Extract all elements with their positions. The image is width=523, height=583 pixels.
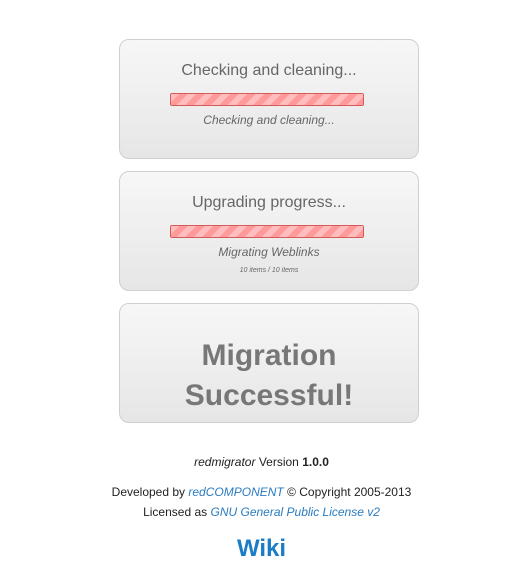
upgrading-title: Upgrading progress... <box>192 194 346 211</box>
checking-status-text: Checking and cleaning... <box>203 113 335 127</box>
upgrading-panel <box>119 171 419 291</box>
success-line-2: Successful! <box>184 379 354 412</box>
upgrading-item-count: 10 items / 10 items <box>239 267 299 274</box>
upgrading-progress-fill <box>171 226 363 237</box>
license-info <box>0 505 523 519</box>
licensed-as-label: Licensed as <box>143 505 208 519</box>
redcomponent-link[interactable]: redCOMPONENT <box>188 485 284 499</box>
product-name: redmigrator <box>194 455 256 469</box>
version-info <box>0 455 523 469</box>
copyright-text: © Copyright 2005-2013 <box>287 485 412 499</box>
version-number: 1.0.0 <box>302 455 329 469</box>
developed-by-label: Developed by <box>111 485 186 499</box>
success-panel <box>119 303 419 423</box>
gpl-license-link[interactable]: GNU General Public License v2 <box>210 505 380 519</box>
checking-progress-fill <box>171 94 363 105</box>
success-line-1: Migration <box>201 339 337 372</box>
checking-title: Checking and cleaning... <box>181 62 357 79</box>
wiki-link[interactable]: Wiki <box>236 535 287 562</box>
upgrading-status-text: Migrating Weblinks <box>218 245 320 259</box>
upgrading-progress-bar <box>170 225 364 238</box>
success-message <box>120 336 418 416</box>
checking-panel <box>119 39 419 159</box>
checking-progress-bar <box>170 93 364 106</box>
version-label: Version <box>258 455 299 469</box>
developer-info <box>0 485 523 499</box>
